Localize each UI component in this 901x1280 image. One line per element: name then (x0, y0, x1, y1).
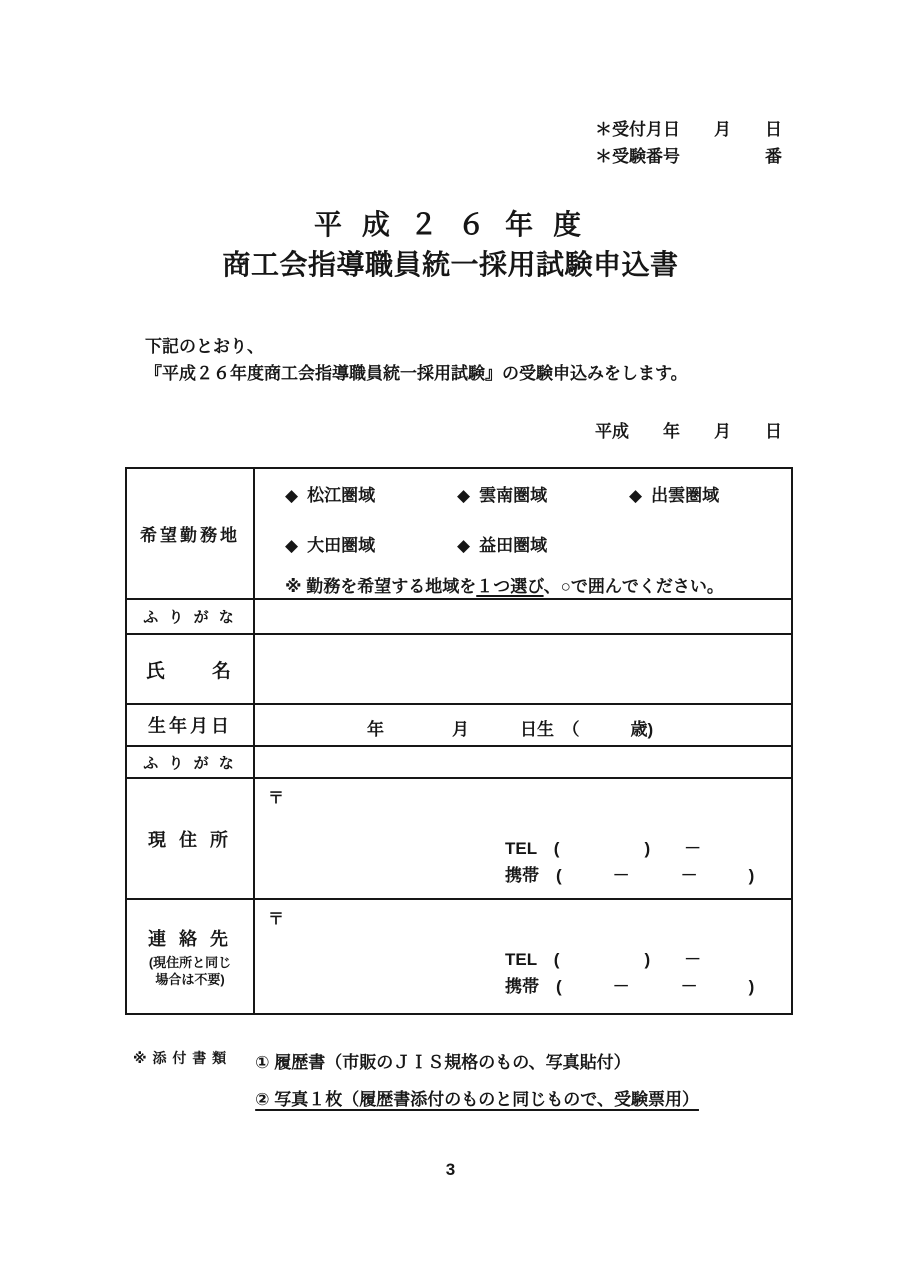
contact-address-label-block (127, 900, 255, 1013)
row-birthdate (127, 703, 791, 745)
document-title-year: 平 成 ２ ６ 年 度 (314, 209, 587, 240)
diamond-icon: ◆ (457, 536, 471, 555)
application-date-line: 平成 年 月 日 (595, 422, 782, 441)
row-full-name (127, 633, 791, 703)
mobile-line: 携帯 ( － － ) (505, 977, 755, 996)
phone-fields (505, 835, 754, 889)
birthdate-input-area (255, 705, 791, 745)
attachments-note (133, 1044, 699, 1118)
mobile-line: 携帯 ( － － ) (505, 866, 755, 885)
diamond-icon: ◆ (285, 536, 299, 555)
row-current-address (127, 777, 791, 898)
diamond-icon: ◆ (457, 486, 471, 505)
attachments-list (255, 1044, 699, 1118)
postal-mark: 〒 (268, 790, 285, 807)
option-ohda (285, 531, 457, 556)
option-izumo (629, 481, 719, 506)
option-label: 雲南圏域 (479, 486, 548, 505)
sublabel-line-1: (現住所と同じ (148, 955, 232, 970)
furigana-label: ふ り が な (127, 600, 255, 633)
document-title-main: 商工会指導職員統一採用試験申込書 (222, 249, 679, 280)
option-matsue (285, 481, 457, 506)
note-suffix: 、○で囲んでください。 (543, 577, 724, 596)
option-label: 大田圏域 (307, 536, 376, 555)
selection-instruction-note (255, 572, 791, 597)
current-address-label: 現 住 所 (127, 779, 255, 898)
tel-line: TEL ( ) － (505, 950, 702, 969)
diamond-icon: ◆ (629, 486, 643, 505)
option-label: 出雲圏域 (651, 486, 720, 505)
row-desired-work-location (127, 469, 791, 598)
row-furigana-name (127, 598, 791, 633)
phone-fields (505, 946, 754, 1000)
intro-line-1: 下記のとおり、 (145, 337, 264, 356)
contact-address-input-area (255, 900, 791, 1013)
diamond-icon: ◆ (285, 486, 299, 505)
attachment-item-1: ① 履歴書（市販のＪＩＳ規格のもの、写真貼付） (255, 1053, 631, 1072)
current-address-input-area (255, 779, 791, 898)
option-unnan (457, 481, 629, 506)
furigana-label: ふ り が な (127, 747, 255, 777)
attachment-item-2: ② 写真１枚（履歴書添付のものと同じもので、受験票用） (255, 1090, 699, 1109)
full-name-label: 氏 名 (127, 635, 255, 703)
options-line-1 (255, 481, 791, 506)
application-form-table (125, 467, 793, 1015)
furigana-input-area (255, 600, 791, 633)
office-use-stamp-block (595, 116, 782, 170)
note-emphasis: １つ選び (476, 577, 544, 596)
tel-line: TEL ( ) － (505, 839, 702, 858)
receipt-date-line: ＊受付月日 月 日 (595, 120, 782, 139)
birthdate-format-text: 年 月 日生 （ 歳) (367, 720, 654, 739)
desired-work-location-options (255, 469, 791, 598)
option-masuda (457, 531, 547, 556)
attachments-label: ※ 添 付 書 類 (133, 1050, 228, 1066)
examinee-number-line: ＊受験番号 番 (595, 147, 782, 166)
options-line-2 (255, 531, 791, 556)
sublabel-line-2: 場合は不要) (155, 972, 225, 987)
option-label: 益田圏域 (479, 536, 548, 555)
page-number: 3 (445, 1160, 456, 1179)
row-furigana-address (127, 745, 791, 777)
option-label: 松江圏域 (307, 486, 376, 505)
note-prefix: ※ 勤務を希望する地域を (285, 577, 477, 596)
desired-work-location-label: 希望勤務地 (127, 469, 255, 598)
full-name-input-area (255, 635, 791, 703)
birthdate-label: 生年月日 (127, 705, 255, 745)
intro-line-2: 『平成２６年度商工会指導職員統一採用試験』の受験申込みをします。 (145, 364, 688, 383)
postal-mark: 〒 (268, 911, 285, 928)
contact-address-label: 連 絡 先 (147, 929, 232, 949)
furigana-input-area (255, 747, 791, 777)
row-contact-address (127, 898, 791, 1013)
intro-paragraph (145, 333, 688, 387)
contact-address-sublabel (149, 954, 231, 988)
